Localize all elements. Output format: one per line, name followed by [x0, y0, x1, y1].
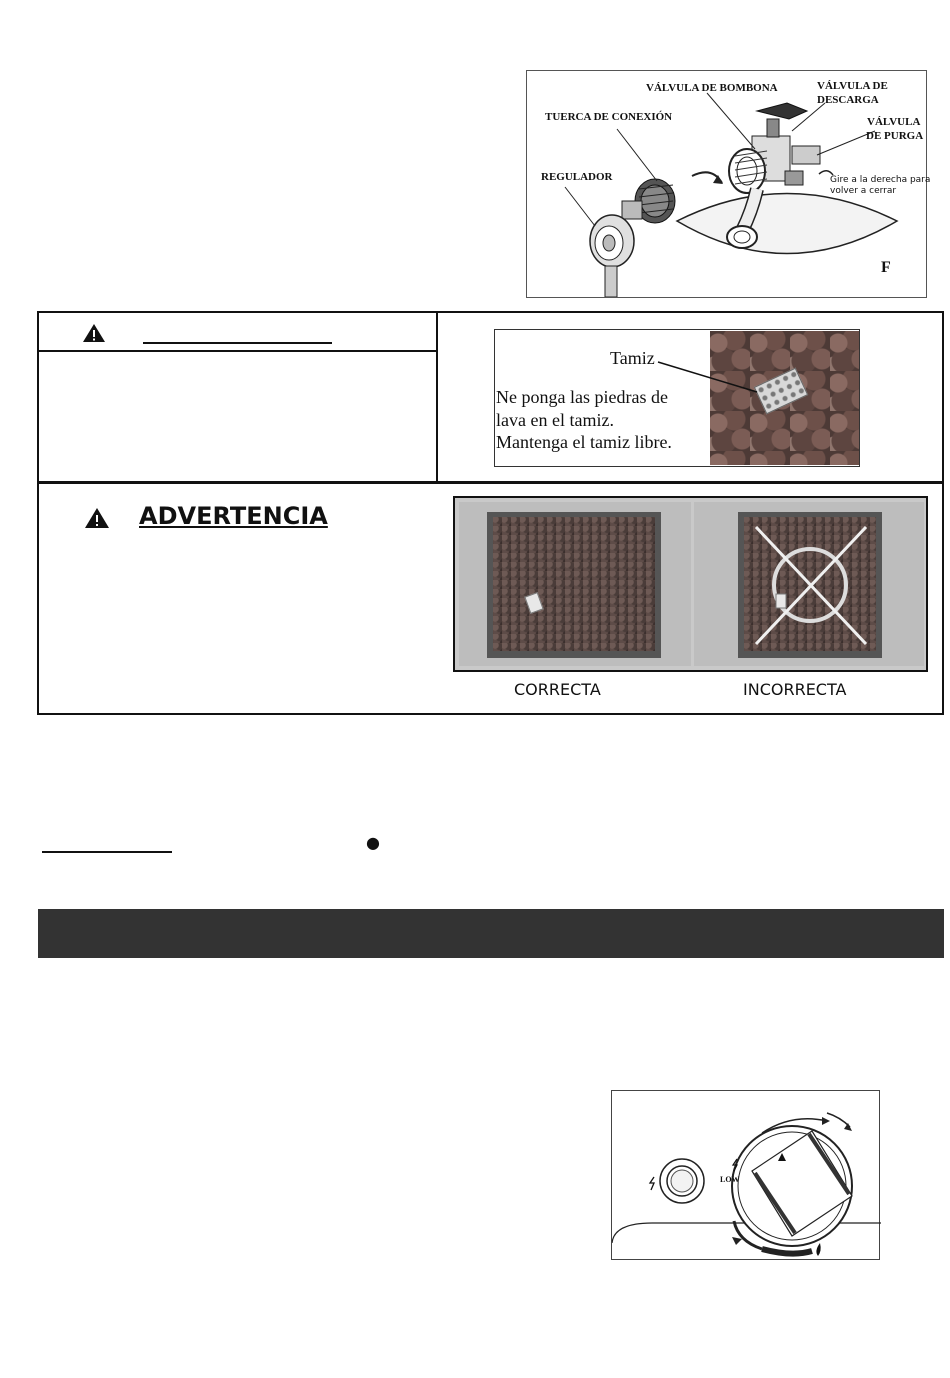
- figure-f-cylinder-connection: [526, 70, 931, 298]
- screen-text-1: Ne ponga las piedras de: [496, 387, 668, 407]
- label-correct: CORRECTA: [514, 680, 601, 699]
- label-purge-valve-2: DE PURGA: [866, 130, 924, 142]
- screen-figure: [494, 329, 860, 467]
- underlined-label-rule: [42, 851, 172, 853]
- correct-gravel: [493, 517, 655, 651]
- screen-label: Tamiz: [610, 348, 655, 368]
- label-close-note-1: Gire a la derecha para: [830, 175, 931, 185]
- label-discharge-valve-1: VÁLVULA DE: [817, 80, 888, 92]
- label-cylinder-valve: VÁLVULA DE BOMBONA: [646, 82, 778, 94]
- box1-divider: [436, 311, 438, 483]
- warning-triangle-icon: [82, 323, 106, 343]
- box1-header-rule: [37, 350, 437, 352]
- bullet-icon: ●: [366, 833, 380, 852]
- label-connection-nut: TUERCA DE CONEXIÓN: [545, 111, 673, 123]
- label-purge-valve-1: VÁLVULA: [867, 116, 921, 128]
- correct-photo: [459, 502, 691, 666]
- label-close-note-2: volver a cerrar: [830, 186, 897, 196]
- warning-triangle-icon: [84, 507, 110, 529]
- control-knob-figure: [611, 1090, 880, 1260]
- incorrect-photo: [694, 502, 924, 666]
- screen-text-3: Mantenga el tamiz libre.: [496, 432, 672, 452]
- label-discharge-valve-2: DESCARGA: [817, 94, 879, 106]
- warning-title-underline: [143, 342, 332, 344]
- label-regulator: REGULADOR: [541, 171, 613, 183]
- screen-text-2: lava en el tamiz.: [496, 410, 614, 430]
- control-knob-drawing: [612, 1091, 881, 1261]
- section-header-bar: [38, 909, 944, 958]
- low-label: LOW: [720, 1175, 740, 1184]
- incorrect-cross-icon: [738, 512, 882, 658]
- figure-letter: F: [881, 259, 891, 276]
- advertencia-title: ADVERTENCIA: [139, 502, 328, 530]
- label-incorrect: INCORRECTA: [743, 680, 847, 699]
- placement-photo-frame: [453, 496, 928, 672]
